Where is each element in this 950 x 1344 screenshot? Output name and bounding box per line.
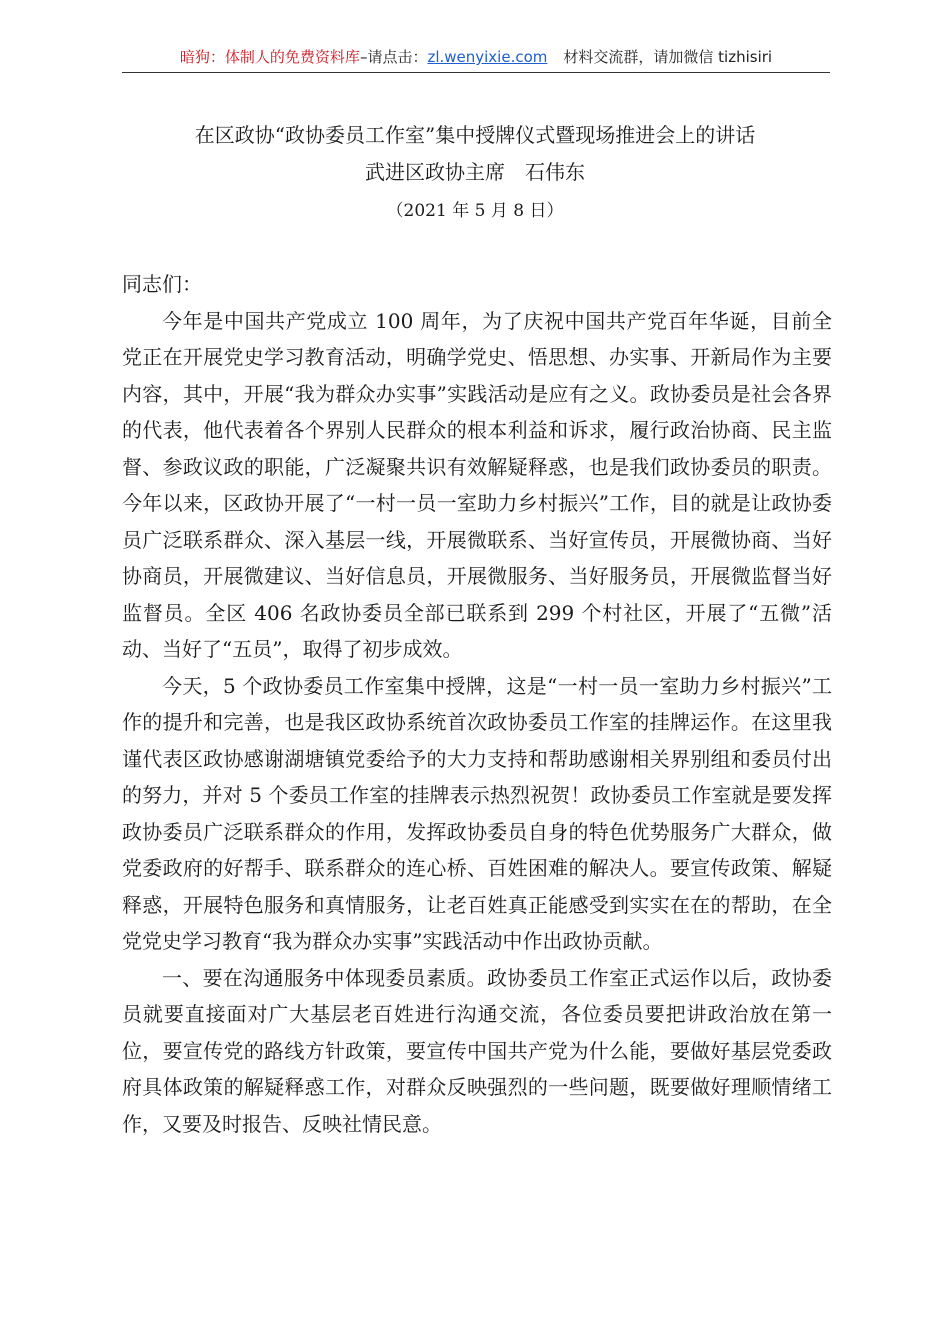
header-brand: 暗狗：体制人的免费资料库	[179, 48, 360, 66]
speaker-name: 石伟东	[525, 160, 585, 184]
page-header	[122, 44, 830, 70]
header-prompt: –请点击：	[359, 48, 428, 66]
paragraph: 一、要在沟通服务中体现委员素质。政协委员工作室正式运作以后，政协委员就要直接面对广大基层老百姓进行沟通交流，各位委员要把讲政治放在第一位，要宣传党的路线方针政策，要宣传中国共产党为什么能，要做好基层党委政府具体政策的解疑释惑工作，对群众反映强烈的一些问题，既要做好理顺情绪工作，又要及时报告、反映社情民意。	[122, 965, 832, 1136]
paragraph: 今天，5 个政协委员工作室集中授牌，这是“一村一员一室助力乡村振兴”工作的提升和完善，也是我区政协系统首次政协委员工作室的挂牌运作。在这里我谨代表区政协感谢湖塘镇党委给予的大力支持和帮助感谢相关界别组和委员付出的努力，并对 5 个委员工作室的挂牌表示热烈祝贺！政协委员工作室就是要发挥政协委员广泛联系群众的作用，发挥政协委员自身的特色优势服务广大群众，做党委政府的好帮手、联系群众的连心桥、百姓困难的解决人。要宣传政策、解疑释惑，开展特色服务和真情服务，让老百姓真正能感受到实实在在的帮助，在全党党史学习教育“我为群众办实事”实践活动中作出政协贡献。	[122, 673, 832, 953]
header-url-link[interactable]: zl.wenyixie.com	[427, 48, 548, 66]
document-body	[122, 266, 832, 1142]
document-speaker	[0, 156, 950, 188]
greeting: 同志们：	[122, 272, 202, 296]
header-divider	[122, 72, 830, 73]
document-title: 在区政协“政协委员工作室”集中授牌仪式暨现场推进会上的讲话	[194, 123, 756, 147]
paragraph: 今年是中国共产党成立 100 周年，为了庆祝中国共产党百年华诞，目前全党正在开展党史学习教育活动，明确学党史、悟思想、办实事、开新局作为主要内容，其中，开展“我为群众办实事”实践活动是应有之义。政协委员是社会各界的代表，他代表着各个界别人民群众的根本利益和诉求，履行政治协商、民主监督、参政议政的职能，广泛凝聚共识有效解疑释惑，也是我们政协委员的职责。今年以来，区政协开展了“一村一员一室助力乡村振兴”工作，目的就是让政协委员广泛联系群众、深入基层一线，开展微联系、当好宣传员，开展微协商、当好协商员，开展微建议、当好信息员，开展微服务、当好服务员，开展微监督当好监督员。全区 406 名政协委员全部已联系到 299 个村社区，开展了“五微”活动、当好了“五员”，取得了初步成效。	[122, 308, 832, 661]
document-date: （2021 年 5 月 8 日）	[386, 201, 564, 221]
speaker-role: 武进区政协主席	[365, 160, 505, 184]
header-contact: 材料交流群，请加微信 tizhisiri	[563, 48, 773, 66]
